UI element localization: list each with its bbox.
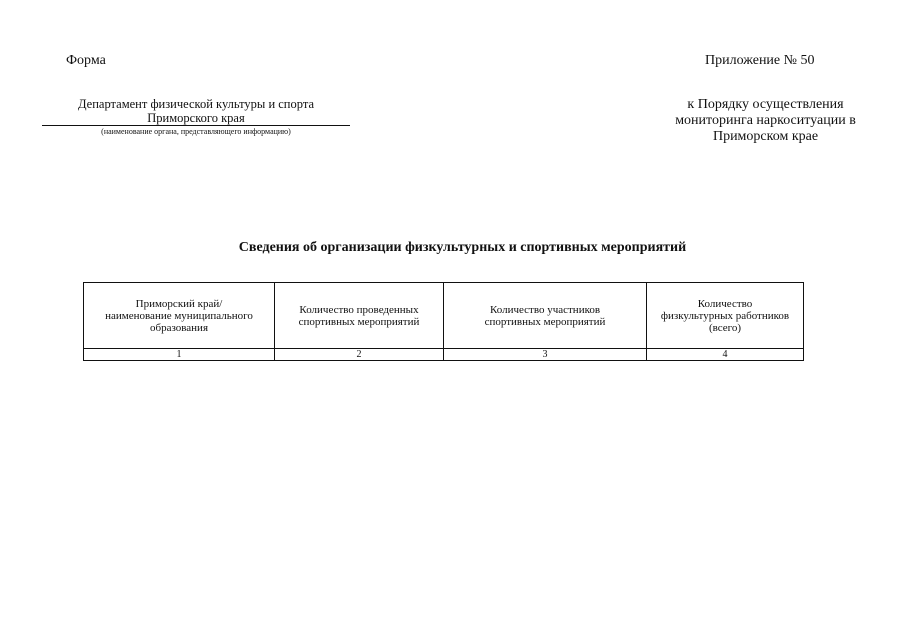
organization-caption: (наименование органа, представляющего информацию) [101, 127, 291, 136]
header-cell-events-count [275, 283, 444, 349]
column-number: 4 [647, 349, 804, 361]
organization-underline [42, 125, 350, 126]
header-text: образования [149, 321, 209, 334]
order-reference-line2: мониторинга наркоситуации в [675, 113, 856, 128]
order-reference [658, 97, 873, 145]
header-text: Количество [697, 297, 753, 310]
appendix-label: Приложение № 50 [705, 53, 815, 68]
header-text: Количество проведенных [299, 303, 419, 316]
table-header-row [84, 283, 804, 349]
header-text: спортивных мероприятий [298, 315, 420, 328]
column-number: 2 [275, 349, 444, 361]
column-number-row [84, 349, 804, 361]
header-text: физкультурных работников [660, 309, 790, 322]
header-text: спортивных мероприятий [484, 315, 606, 328]
column-number: 3 [444, 349, 647, 361]
header-cell-workers-count [647, 283, 804, 349]
header-text: (всего) [708, 321, 742, 334]
header-text: Количество участников [489, 303, 601, 316]
header-text: Приморский край/ [135, 297, 223, 310]
organization-name-line2: Приморского края [147, 111, 245, 125]
organization-name [42, 97, 350, 125]
order-reference-line1: к Порядку осуществления [687, 97, 844, 112]
header-cell-municipality [84, 283, 275, 349]
order-reference-line3: Приморском крае [712, 129, 819, 144]
header-cell-participants-count [444, 283, 647, 349]
column-number: 1 [84, 349, 275, 361]
document-title: Сведения об организации физкультурных и спортивных мероприятий [238, 240, 687, 255]
form-label: Форма [66, 53, 106, 68]
organization-name-line1: Департамент физической культуры и спорта [78, 97, 314, 111]
data-table [83, 282, 804, 361]
header-text: наименование муниципального [105, 309, 253, 322]
